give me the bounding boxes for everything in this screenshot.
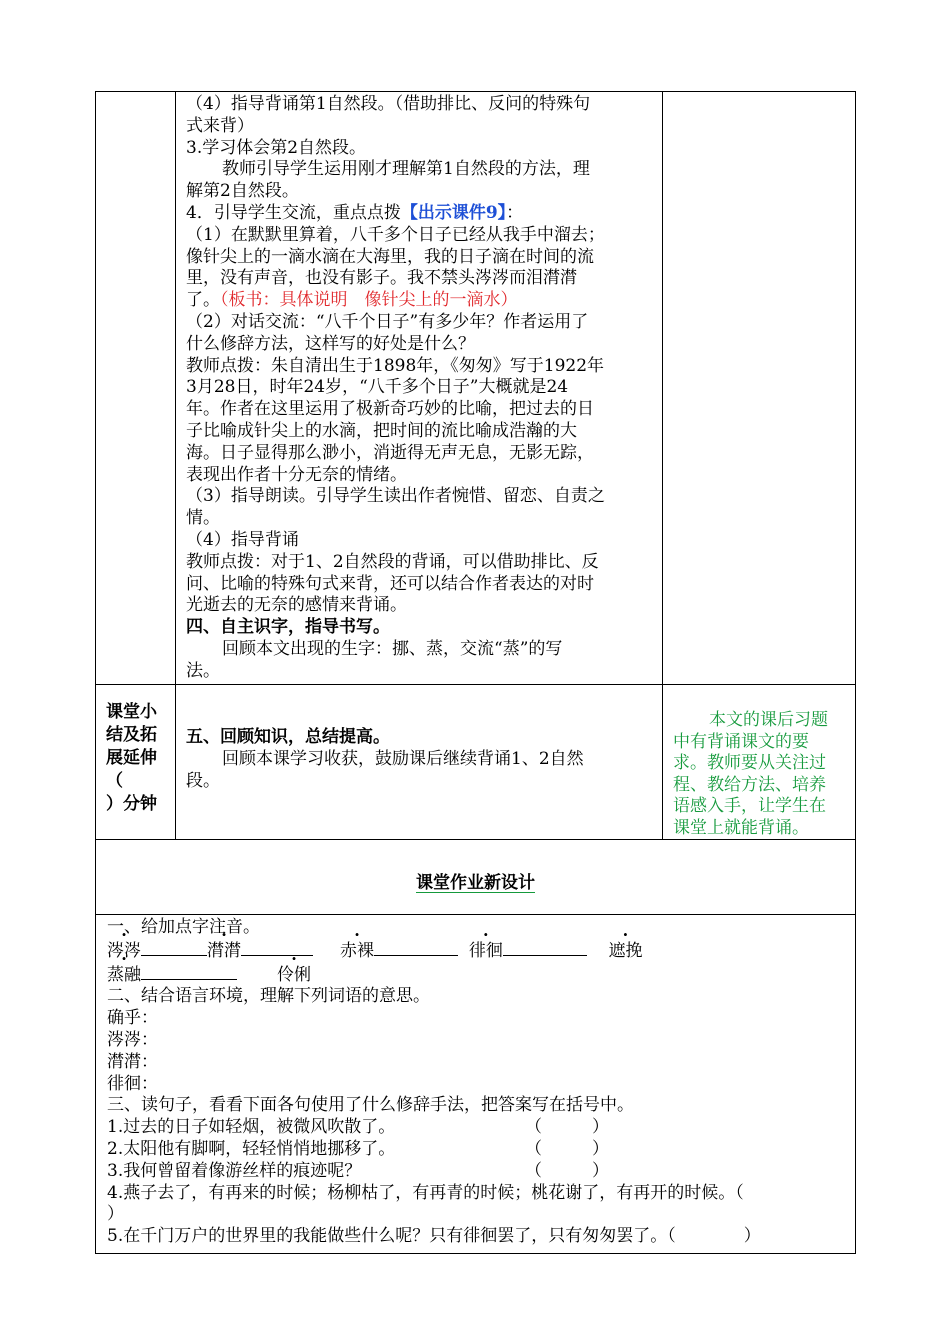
question-title: 二、结合语言环境，理解下列词语的意思。 bbox=[107, 986, 430, 1007]
dotted-word: 潸潸 bbox=[207, 940, 241, 961]
text-line: （3）指导朗读。引导学生读出作者惋惜、留恋、自责之 bbox=[186, 486, 605, 507]
lesson-plan-table bbox=[95, 91, 856, 1254]
text-line: （2）对话交流：“八千个日子”有多少年？作者运用了 bbox=[186, 311, 589, 332]
sentence-item: 4.燕子去了，有再来的时候；杨柳枯了，有再青的时候；桃花谢了，有再开的时候。（ bbox=[107, 1182, 744, 1203]
text-line: 表现出作者十分无奈的情绪。 bbox=[186, 464, 407, 485]
homework-title-cell bbox=[96, 840, 856, 915]
answer-blank[interactable] bbox=[141, 939, 207, 956]
text-line: （1）在默默里算着，八千多个日子已经从我手中溜去； bbox=[186, 224, 605, 245]
dotted-word: 涔涔 bbox=[107, 940, 141, 961]
sentence-text: 2.太阳他有脚啊，轻轻悄悄地挪移了。 bbox=[107, 1138, 396, 1159]
sentence-text: 5.在千门万户的世界里的我能做些什么呢？只有徘徊罢了，只有匆匆罢了。（ bbox=[107, 1226, 676, 1247]
courseware-tag: 【出示课件9】 bbox=[400, 202, 507, 223]
summary-row bbox=[96, 685, 856, 840]
text-line: 法。 bbox=[186, 660, 220, 681]
paren: ） bbox=[743, 1226, 761, 1247]
homework-content-row bbox=[96, 915, 856, 1254]
text-line: 问、比喻的特殊句式来背，还可以结合作者表达的对时 bbox=[186, 573, 594, 594]
answer-blank[interactable] bbox=[374, 939, 458, 956]
text-line: 段。 bbox=[186, 770, 220, 791]
section-heading: 四、自主识字，指导书写。 bbox=[186, 617, 390, 638]
text-line: 海。日子显得那么渺小，消逝得无声无息，无影无踪， bbox=[186, 442, 594, 463]
dotted-word: 徘徊 bbox=[468, 940, 503, 961]
pinyin-line bbox=[107, 963, 855, 987]
text-line: （4）指导背诵第1自然段。（借助排比、反问的特殊句 bbox=[186, 94, 591, 114]
board-note: （板书：具体说明 像针尖上的一滴水） bbox=[220, 290, 518, 311]
text-line: 教师点拨：朱自清出生于1898年，《匆匆》写于1922年 bbox=[186, 355, 605, 376]
question-title: 三、读句子，看看下面各句使用了什么修辞手法，把答案写在括号中。 bbox=[107, 1095, 634, 1116]
paren: （ bbox=[525, 1117, 542, 1138]
note-line: 程、教给方法、培养 bbox=[673, 774, 826, 795]
sentence-item bbox=[107, 1139, 855, 1161]
lesson-plan-document bbox=[95, 91, 855, 1254]
label-line: 展延伸 bbox=[106, 748, 157, 768]
dotted-word: 蒸融 bbox=[107, 964, 141, 985]
text-line: （4）指导背诵 bbox=[186, 529, 299, 550]
text-line: 回顾本课学习收获，鼓励课后继续背诵1、2自然 bbox=[222, 748, 584, 769]
text-line: 情。 bbox=[186, 508, 220, 529]
label-line: （ bbox=[106, 771, 123, 791]
paren: ） bbox=[592, 1117, 609, 1138]
section-heading: 五、回顾知识，总结提高。 bbox=[186, 727, 390, 747]
question-title: 一、给加点字注音。 bbox=[107, 917, 260, 937]
row1-note-cell bbox=[663, 92, 856, 685]
answer-blank[interactable] bbox=[503, 939, 587, 956]
text-span: 4．引导学生交流，重点点拨 bbox=[186, 202, 401, 223]
text-line: 子比喻成针尖上的水滴，把时间的流比喻成浩瀚的大 bbox=[186, 420, 577, 441]
note-line: 语感入手，让学生在 bbox=[673, 796, 826, 816]
text-line: 式来背） bbox=[186, 115, 254, 136]
text-line: 年。作者在这里运用了极新奇巧妙的比喻，把过去的日 bbox=[186, 399, 594, 420]
row1-content-cell bbox=[176, 92, 663, 685]
summary-note-cell bbox=[663, 685, 856, 840]
text-line bbox=[186, 290, 658, 312]
text-line: 教师点拨：对于1、2自然段的背诵，可以借助排比、反 bbox=[186, 551, 599, 572]
label-line: 结及拓 bbox=[106, 725, 157, 745]
sentence-item: ） bbox=[107, 1204, 124, 1225]
summary-content-cell bbox=[176, 685, 663, 840]
row1-label-cell bbox=[96, 92, 176, 685]
text-line: 解第2自然段。 bbox=[186, 181, 299, 202]
label-line: ）分钟 bbox=[106, 794, 157, 814]
homework-title-row bbox=[96, 840, 856, 915]
dotted-word: 伶俐 bbox=[277, 964, 311, 985]
text-span: 了。 bbox=[186, 290, 220, 311]
text-line: 3月28日，时年24岁，“八千多个日子”大概就是24 bbox=[186, 377, 569, 398]
paren: （ bbox=[525, 1160, 542, 1181]
note-line: 课堂上就能背诵。 bbox=[673, 817, 809, 838]
sentence-text: 1.过去的日子如轻烟，被微风吹散了。 bbox=[107, 1117, 396, 1138]
dotted-word: 赤裸 bbox=[340, 940, 375, 961]
term-item: 涔涔： bbox=[107, 1029, 158, 1050]
note-line: 求。教师要从关注过 bbox=[673, 753, 826, 773]
text-line bbox=[186, 203, 658, 225]
homework-content-cell bbox=[96, 915, 856, 1254]
text-line: 里，没有声音，也没有影子。我不禁头涔涔而泪潸潸 bbox=[186, 268, 577, 289]
sentence-item bbox=[107, 1226, 855, 1248]
text-line: 教师引导学生运用刚才理解第1自然段的方法，理 bbox=[222, 159, 590, 180]
sentence-text: 3.我何曾留着像游丝样的痕迹呢？ bbox=[107, 1160, 362, 1181]
text-line: 什么修辞方法，这样写的好处是什么？ bbox=[186, 333, 475, 354]
paren: ） bbox=[592, 1138, 609, 1159]
term-item: 潸潸： bbox=[107, 1051, 158, 1072]
homework-title: 课堂作业新设计 bbox=[416, 872, 535, 893]
term-item: 徘徊： bbox=[107, 1073, 158, 1094]
note-line: 中有背诵课文的要 bbox=[673, 731, 809, 752]
summary-label-cell bbox=[96, 685, 176, 840]
text-line: 回顾本文出现的生字：挪、蒸，交流“蒸”的写 bbox=[222, 638, 563, 659]
label-line: 课堂小 bbox=[106, 702, 157, 722]
dotted-word: 遮挽 bbox=[608, 940, 643, 961]
pinyin-line bbox=[107, 939, 855, 963]
answer-blank[interactable] bbox=[141, 963, 237, 980]
term-item: 确乎： bbox=[107, 1008, 158, 1029]
text-line: 像针尖上的一滴水滴在大海里，我的日子滴在时间的流 bbox=[186, 246, 594, 267]
paren: ） bbox=[592, 1160, 609, 1181]
sentence-item bbox=[107, 1117, 855, 1139]
sentence-item bbox=[107, 1161, 855, 1183]
text-line: 3.学习体会第2自然段。 bbox=[186, 137, 367, 158]
text-line: 光逝去的无奈的感情来背诵。 bbox=[186, 595, 407, 616]
answer-blank[interactable] bbox=[241, 939, 313, 956]
text-span: ： bbox=[506, 202, 524, 223]
paren: （ bbox=[525, 1138, 542, 1159]
note-line: 本文的课后习题 bbox=[709, 710, 828, 730]
teaching-process-row bbox=[96, 92, 856, 685]
